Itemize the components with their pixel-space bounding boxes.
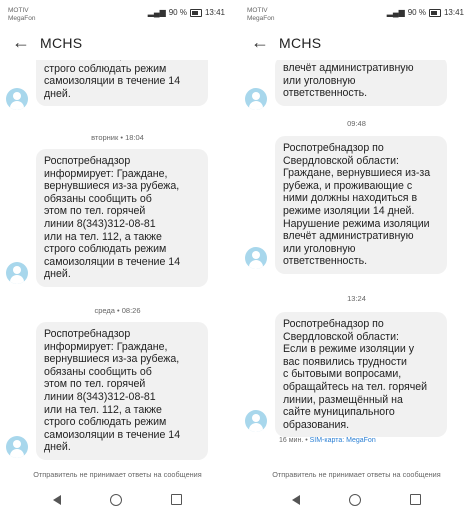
carrier-label: MOTIV MegaFon — [247, 7, 275, 22]
sender-avatar-icon — [245, 247, 267, 269]
battery-icon — [190, 9, 202, 17]
sender-avatar-icon — [245, 88, 267, 110]
message-stream[interactable] — [0, 0, 235, 490]
nav-recents-icon[interactable] — [171, 494, 182, 505]
clock: 13:41 — [443, 8, 464, 17]
conversation-title: MCHS — [40, 35, 83, 51]
sender-avatar-icon — [6, 88, 28, 110]
system-nav-bar — [239, 488, 474, 511]
nav-back-icon[interactable] — [292, 495, 300, 505]
nav-recents-icon[interactable] — [410, 494, 421, 505]
message-timestamp: вторник • 18:04 — [91, 133, 144, 142]
message-stream[interactable] — [239, 0, 474, 490]
clock: 13:41 — [204, 8, 225, 17]
no-reply-notice: Отправитель не принимает ответы на сообщения — [272, 470, 441, 479]
carrier-label: MOTIV MegaFon — [8, 7, 36, 22]
sender-avatar-icon — [6, 262, 28, 284]
app-bar — [0, 26, 235, 60]
battery-level: 90 % — [168, 8, 187, 17]
message-bubble: Роспотребнадзор по Свердловской области: Граждане, вернувшиеся из-за рубежа, и проживающие с ними должны находиться в режиме изоляции 14 дней. Нарушение режима изоляции влечёт административную или уголовную ответственность. — [275, 136, 447, 274]
message-timestamp: среда • 08:26 — [94, 306, 141, 315]
right-screen — [239, 0, 474, 511]
nav-home-icon[interactable] — [349, 494, 361, 506]
signal-icon: ▂▄▆ — [147, 8, 166, 17]
sim-card-label[interactable]: SIM-карта: MegaFon — [309, 437, 376, 444]
system-nav-bar — [0, 488, 235, 511]
back-arrow-icon[interactable]: ← — [12, 32, 30, 52]
sender-avatar-icon — [6, 436, 28, 458]
message-bubble: Роспотребнадзор информирует: Граждане, вернувшиеся из-за рубежа, обязаны сообщить об этом по тел. горячей линии 8(343)312-08-81 или на тел. 112, а также строго соблюдать режим самоизоляции в течение 14 дней. — [36, 149, 208, 287]
battery-icon — [429, 9, 441, 17]
sender-avatar-icon — [245, 410, 267, 432]
app-bar — [239, 26, 474, 60]
nav-home-icon[interactable] — [110, 494, 122, 506]
no-reply-notice: Отправитель не принимает ответы на сообщения — [33, 470, 202, 479]
message-bubble: Роспотребнадзор по Свердловской области: Если в режиме изоляции у вас появились трудности с бытовыми вопросами, обращайтесь на тел. горячей линии, размещённый на сайте муниципального образования. — [275, 312, 447, 437]
back-arrow-icon[interactable]: ← — [251, 32, 269, 52]
left-screen — [0, 0, 235, 511]
conversation-title: MCHS — [279, 35, 322, 51]
status-bar — [239, 0, 474, 26]
nav-back-icon[interactable] — [53, 495, 61, 505]
battery-level: 90 % — [407, 8, 426, 17]
signal-icon: ▂▄▆ — [386, 8, 405, 17]
message-timestamp: 13:24 — [347, 294, 366, 303]
status-bar — [0, 0, 235, 26]
message-meta: 16 мин. • SIM-карта: MegaFon — [279, 437, 376, 444]
message-bubble: влечёт административную или уголовную ответственность. — [275, 56, 447, 106]
message-bubble: строго соблюдать режим самоизоляции в течение 14 дней. — [36, 44, 208, 106]
message-bubble: Роспотребнадзор информирует: Граждане, вернувшиеся из-за рубежа, обязаны сообщить об этом по тел. горячей линии 8(343)312-08-81 или на тел. 112, а также строго соблюдать режим самоизоляции в течение 14 дней. — [36, 322, 208, 460]
message-timestamp: 09:48 — [347, 119, 366, 128]
